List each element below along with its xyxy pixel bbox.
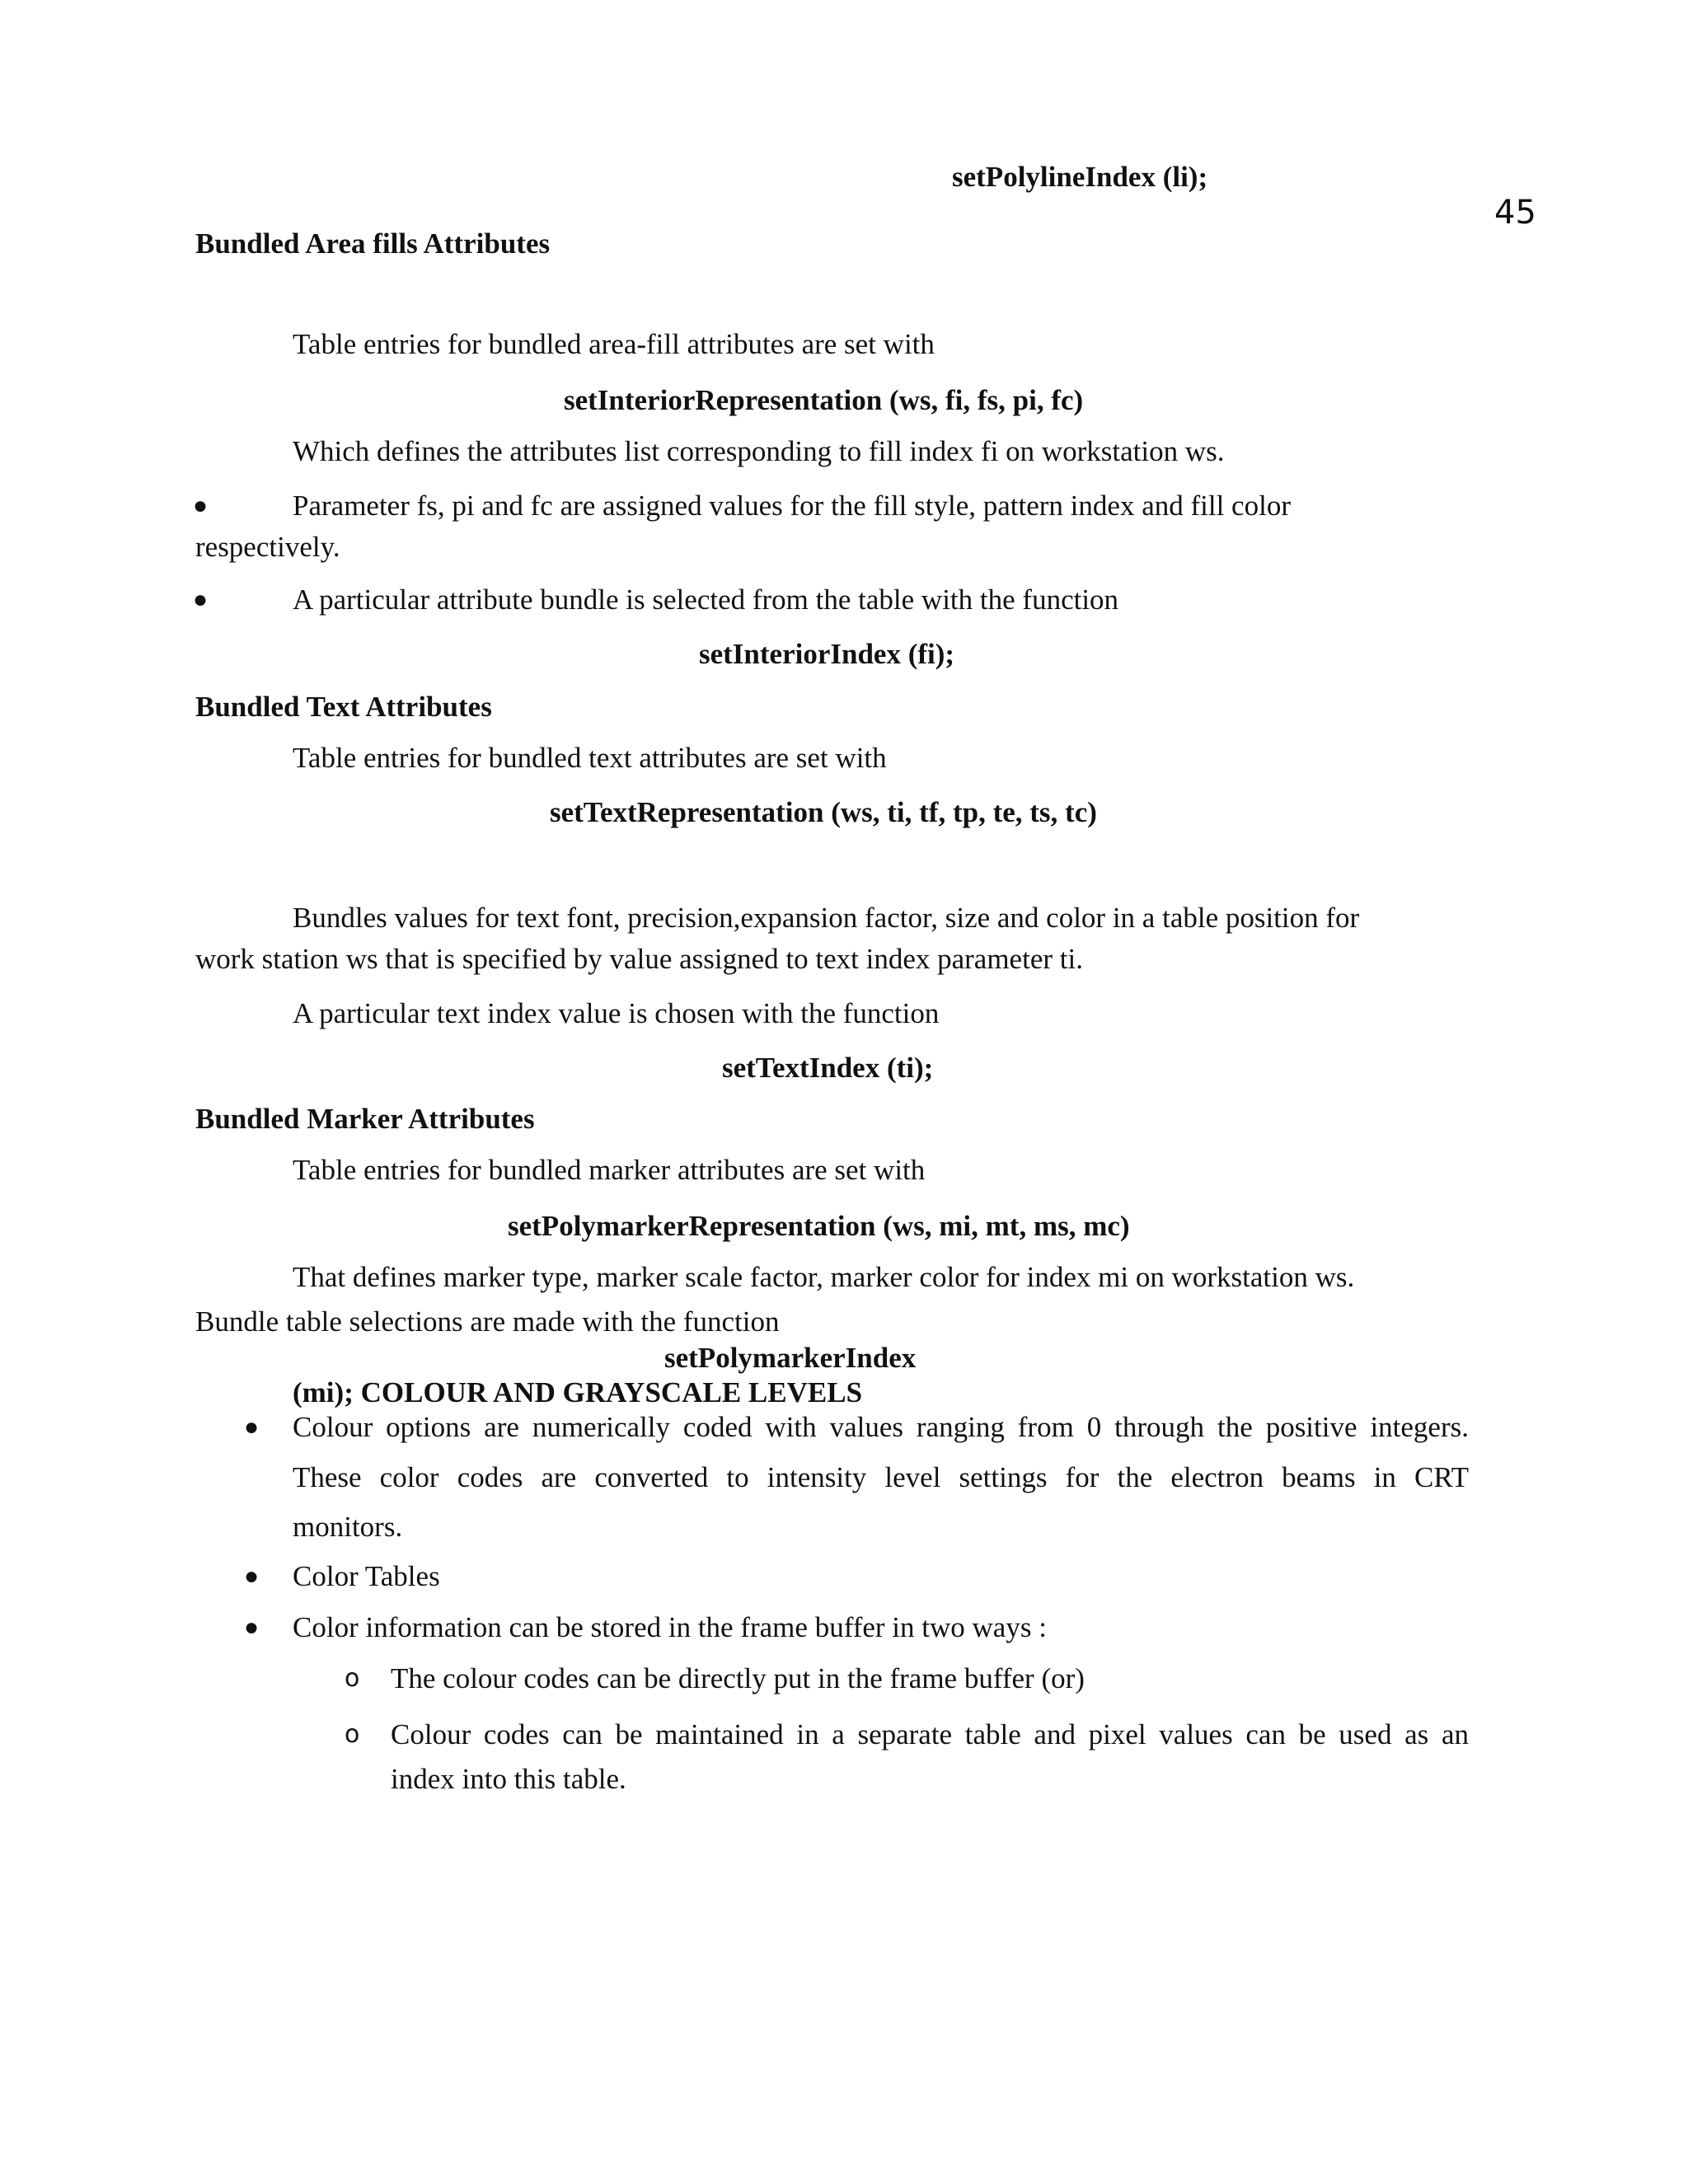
area-description: Which defines the attributes list corresponding to fill index fi on workstation ws.: [293, 435, 1225, 467]
code-set-interior-index: setInteriorIndex (fi);: [699, 638, 955, 670]
colour-bullet1-line2: These color codes are converted to intensity level settings for the electron beams in CRT: [293, 1461, 1469, 1493]
code-set-polyline-index: setPolylineIndex (li);: [952, 161, 1208, 193]
circle-bullet-icon: o: [345, 1720, 360, 1749]
colour-sub2-line2: index into this table.: [391, 1763, 626, 1795]
bullet-icon: ●: [244, 1563, 260, 1590]
colour-sub2-line1: Colour codes can be maintained in a separate table and pixel values can be used as an: [391, 1718, 1469, 1750]
bullet-icon: ●: [244, 1413, 260, 1441]
code-set-polymarker-index: setPolymarkerIndex: [664, 1342, 917, 1374]
marker-desc-line2: Bundle table selections are made with the function: [195, 1305, 780, 1338]
code-continuation-and-colour-heading: (mi); COLOUR AND GRAYSCALE LEVELS: [293, 1376, 863, 1408]
bullet-icon: ●: [244, 1614, 260, 1641]
area-bullet2: A particular attribute bundle is selected from the table with the function: [293, 583, 1119, 616]
colour-sub1: The colour codes can be directly put in the frame buffer (or): [391, 1662, 1085, 1694]
text-desc-line1: Bundles values for text font, precision,expansion factor, size and color in a table position for: [293, 902, 1360, 934]
page-number: 45: [1494, 194, 1536, 232]
marker-desc-line1: That defines marker type, marker scale factor, marker color for index mi on workstation ws.: [293, 1261, 1355, 1293]
heading-bundled-text: Bundled Text Attributes: [195, 691, 492, 723]
marker-intro: Table entries for bundled marker attributes are set with: [293, 1154, 926, 1186]
colour-bullet1-line1: Colour options are numerically coded with values ranging from 0 through the positive integers.: [293, 1411, 1469, 1443]
circle-bullet-icon: o: [345, 1664, 360, 1693]
bullet-icon: ●: [193, 492, 209, 519]
bullet-icon: ●: [193, 586, 209, 613]
code-set-interior-representation: setInteriorRepresentation (ws, fi, fs, pi, fc): [564, 384, 1084, 416]
text-choose: A particular text index value is chosen with the function: [293, 997, 940, 1029]
colour-bullet1-line3: monitors.: [293, 1511, 403, 1543]
colour-bullet3: Color information can be stored in the frame buffer in two ways :: [293, 1611, 1047, 1643]
text-desc-line2: work station ws that is specified by value assigned to text index parameter ti.: [195, 943, 1083, 975]
area-bullet1-line1: Parameter fs, pi and fc are assigned values for the fill style, pattern index and fill color: [293, 490, 1291, 522]
heading-bundled-marker: Bundled Marker Attributes: [195, 1103, 535, 1135]
code-set-text-index: setTextIndex (ti);: [722, 1052, 934, 1084]
colour-bullet2: Color Tables: [293, 1560, 440, 1592]
code-set-polymarker-representation: setPolymarkerRepresentation (ws, mi, mt, ms, mc): [508, 1210, 1130, 1242]
code-set-text-representation: setTextRepresentation (ws, ti, tf, tp, te, ts, tc): [550, 796, 1097, 828]
area-intro-text: Table entries for bundled area-fill attributes are set with: [293, 328, 935, 360]
heading-bundled-area-fills: Bundled Area fills Attributes: [195, 227, 551, 260]
text-intro: Table entries for bundled text attributes are set with: [293, 742, 887, 774]
area-bullet1-line2: respectively.: [195, 531, 340, 563]
